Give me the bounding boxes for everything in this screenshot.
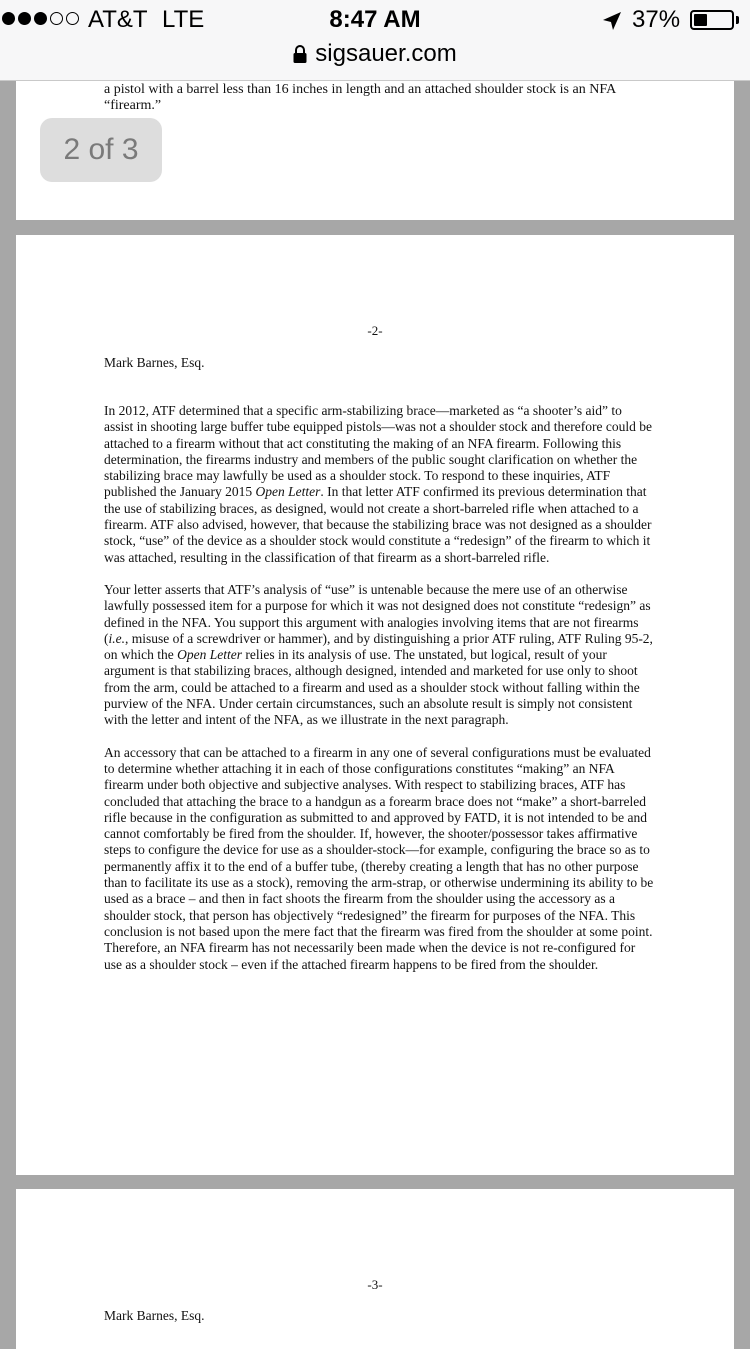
carrier-name: AT&T: [88, 6, 148, 33]
page1-text-fragment: [104, 82, 644, 114]
page-number: -3-: [367, 1277, 383, 1292]
network-type: LTE: [162, 6, 205, 33]
document-page-3: [16, 1189, 734, 1349]
location-arrow-icon: [602, 11, 622, 31]
page1-line-2: “firearm.”: [104, 98, 162, 113]
top-bar: [0, 0, 750, 81]
battery-fill: [694, 14, 707, 26]
paragraph-3: An accessory that can be attached to a firearm in any one of several configurations must be evaluated to determine whether attaching it in each of those configurations constitutes “making” an NFA firearm under both objective and subjective analyses. With respect to stabilizing braces, ATF has concluded that attaching the brace to a handgun as a forearm brace does not “make” a short-barreled rifle because in the configuration as submitted to and approved by FATD, it is not intended to be and cannot comfortably be fired from the shoulder. If, however, the shooter/possessor takes affirmative steps to configure the device for use as a shoulder-stock—for example, configuring the brace so as to permanently affix it to the end of a buffer tube, (thereby creating a length that has no other purpose than to facilitate its use as a stock), removing the arm-strap, or otherwise undermining its ability to be used as a brace – and then in fact shoots the firearm from the shoulder using the accessory as a shoulder stock, that person has objectively “redesigned” the firearm for purposes of the NFA. This conclusion is not based upon the mere fact that the firearm was fired from the shoulder at some point. Therefore, an NFA firearm has not necessarily been made when the device is not re-configured for use as a shoulder stock – even if the attached firearm happens to be fired from the shoulder.: [104, 744, 654, 972]
status-bar: [0, 0, 750, 40]
battery-percent: 37%: [632, 6, 681, 33]
addressee: Mark Barnes, Esq.: [104, 355, 205, 370]
paragraph-1: In 2012, ATF determined that a specific arm-stabilizing brace—marketed as “a shooter’s aid” to assist in shooting large buffer tube equipped pistols—was not a shoulder stock and therefore could be attached to a firearm without that act constituting the making of an NFA firearm. Following this determination, the firearms industry and members of the public sought clarification on whether the stabilizing brace may lawfully be used as a shoulder stock. To respond to these inquiries, ATF published the January 2015 Open Letter. In that letter ATF confirmed its previous determination that the use of stabilizing braces, as designed, would not create a short-barreled rifle when attached to a firearm. ATF also advised, however, that because the stabilizing brace was not designed as a shoulder stock, “use” of the device as a shoulder stock would constitute a “redesign” of the firearm to which it was attached, resulting in the classification of that firearm as a short-barreled rifle.: [104, 403, 653, 565]
battery-icon: [690, 10, 734, 30]
letter-body: [104, 403, 654, 989]
page-counter-badge: 2 of 3: [40, 118, 162, 182]
lock-icon: [293, 44, 307, 64]
address-bar[interactable]: [0, 40, 750, 72]
battery-tip: [736, 16, 739, 24]
page1-line-1: a pistol with a barrel less than 16 inches in length and an attached shoulder stock is an NFA: [104, 82, 617, 97]
addressee: Mark Barnes, Esq.: [104, 1308, 205, 1323]
url-text[interactable]: sigsauer.com: [315, 40, 457, 67]
document-page-2: [16, 235, 734, 1175]
page-number: -2-: [367, 323, 383, 338]
paragraph-2: Your letter asserts that ATF’s analysis of “use” is untenable because the mere use of an otherwise lawfully possessed item for a purpose for which it was not designed does not constitute “redesign” as defined in the NFA. You support this argument with analogies involving items that are not firearms (i.e., misuse of a screwdriver or hammer), and by distinguishing a prior ATF ruling, ATF Ruling 95-2, on which the Open Letter relies in its analysis of use. The unstated, but logical, result of your argument is that stabilizing braces, although designed, intended and marketed for use only to shoot from the arm, could be attached to a firearm and used as a shoulder stock without falling within the purview of the NFA. Under certain circumstances, such an absolute result is simply not consistent with the letter and intent of the NFA, as we illustrate in the next paragraph.: [104, 581, 653, 728]
clock: 8:47 AM: [329, 6, 421, 33]
